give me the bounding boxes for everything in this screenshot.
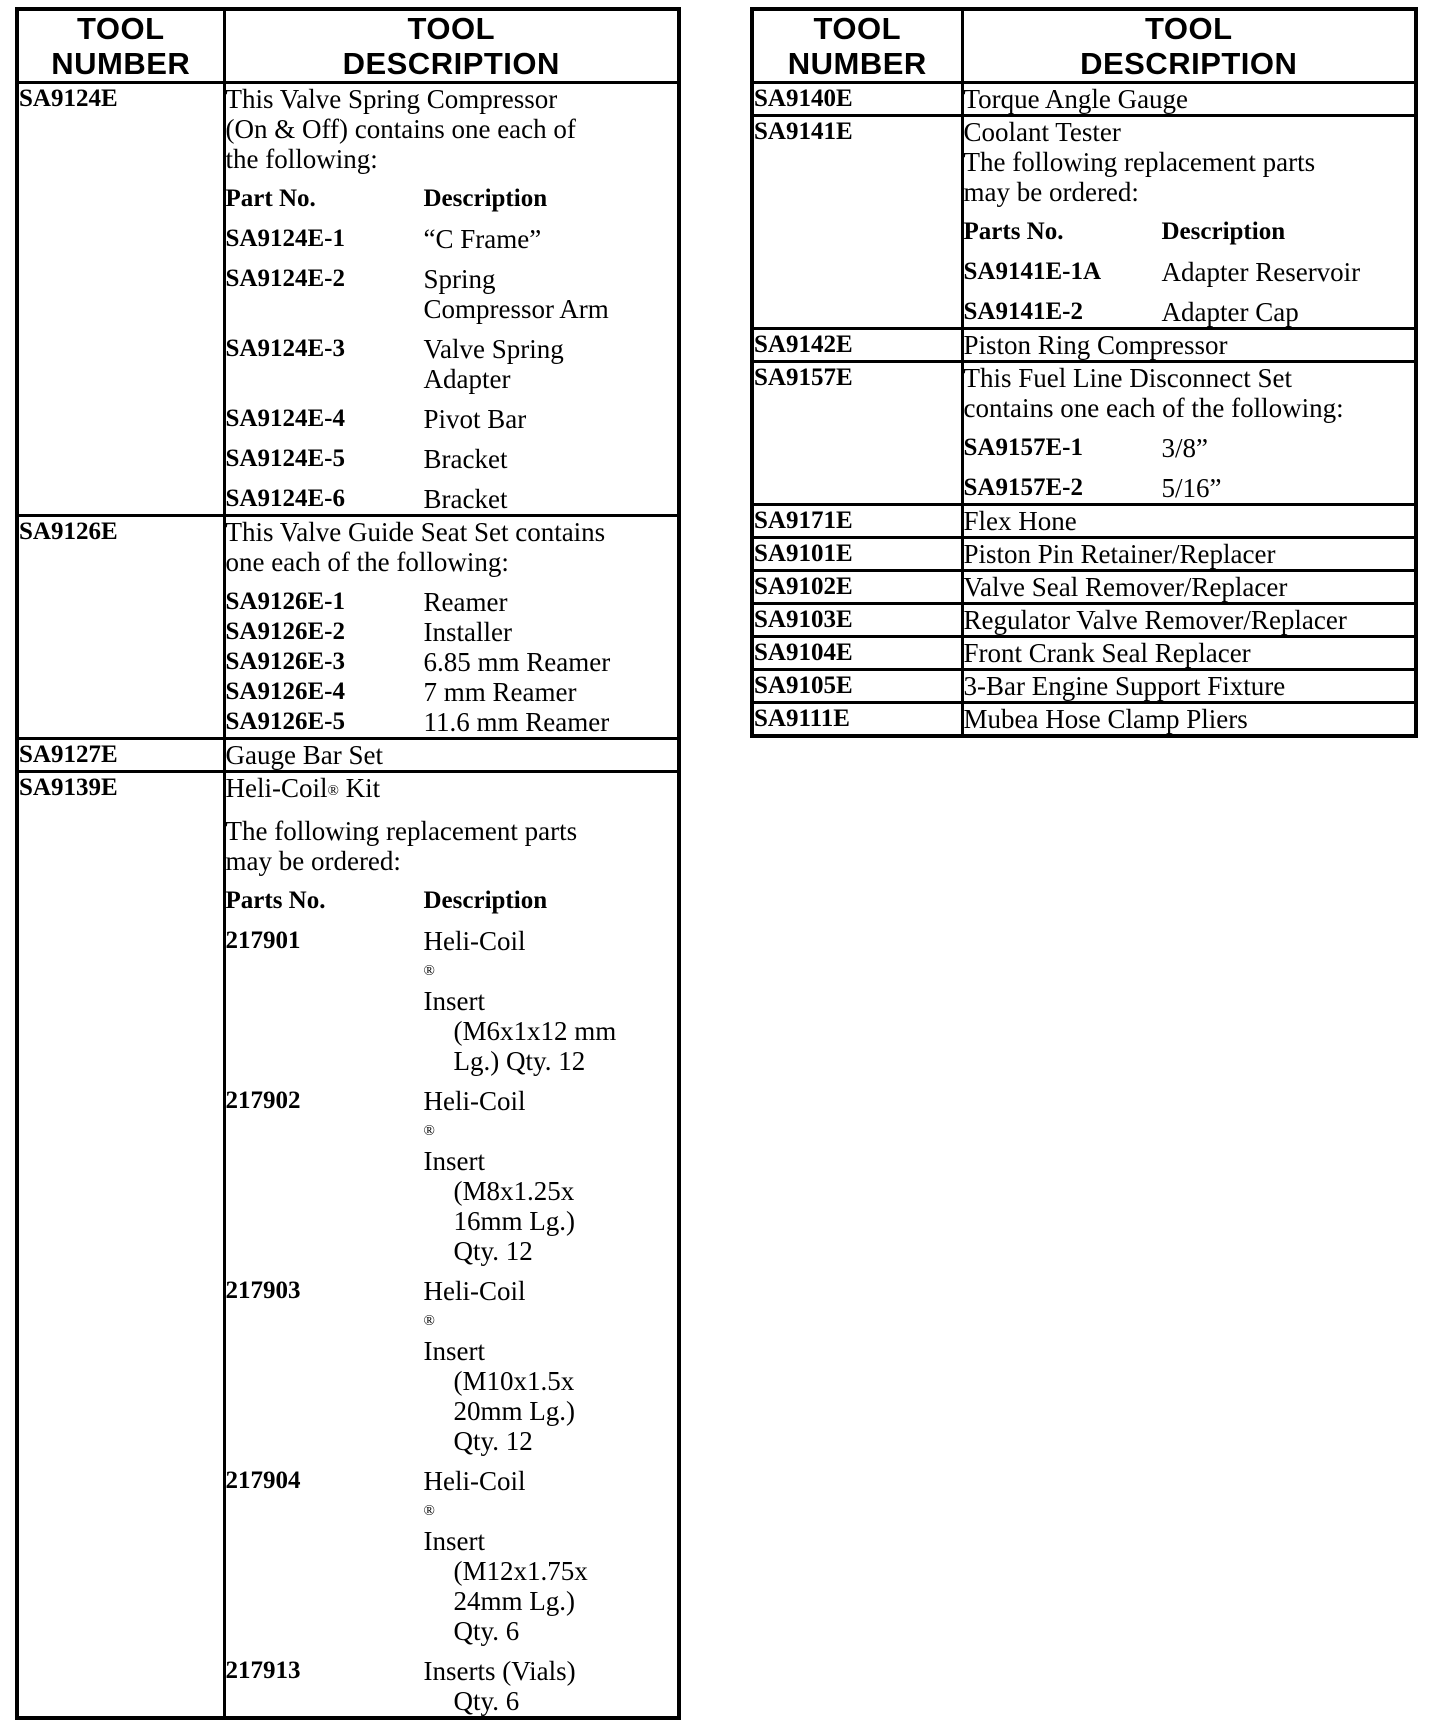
table-row — [752, 83, 1416, 116]
tool-description: Front Crank Seal Replacer — [962, 637, 1416, 670]
kit-title: Heli-Coil® Kit — [225, 773, 381, 803]
table-row — [752, 637, 1416, 670]
table-row — [752, 505, 1416, 538]
tool-description: Regulator Valve Remover/Replacer — [962, 604, 1416, 637]
part-item: SA9126E-5 11.6 mm Reamer — [225, 707, 610, 737]
part-item: SA9157E-1 3/8” — [963, 433, 1208, 463]
table-row — [752, 538, 1416, 571]
tool-description: This Valve Spring Compressor (On & Off) contains one each of the following: Part No. Description SA9124E-1 “C Frame” SA9124E-2 Spring Compressor Arm SA9124E-3 Valve Spring Adapter SA9124E-4 Pivot Bar SA9124E-5 Bracket SA9124E-6 Bracket — [224, 83, 679, 516]
tool-description: This Valve Guide Seat Set contains one each of the following: SA9126E-1 Reamer SA9126E-2 Installer SA9126E-3 6.85 mm Reamer SA9126E-4 7 mm Reamer SA9126E-5 11.6 mm Reamer — [224, 516, 679, 739]
parts-header: Parts No. Description — [225, 886, 548, 914]
tool-description: 3-Bar Engine Support Fixture — [962, 670, 1416, 703]
part-item: 217902 Heli-Coil ® Insert (M8x1.25x 16mm Lg.) Qty. 12 — [225, 1085, 575, 1266]
tool-number-header: TOOL NUMBER — [752, 9, 962, 83]
tool-number: SA9139E — [17, 772, 224, 1718]
part-item: 217903 Heli-Coil ® Insert (M10x1.5x 20mm Lg.) Qty. 12 — [225, 1275, 575, 1456]
tool-number: SA9124E — [17, 83, 224, 516]
tool-description: Piston Pin Retainer/Replacer — [962, 538, 1416, 571]
part-item: 217913 Inserts (Vials) Qty. 6 — [225, 1655, 576, 1716]
part-item: SA9124E-4 Pivot Bar — [225, 404, 527, 434]
tool-number: SA9171E — [752, 505, 962, 538]
tool-description: Mubea Hose Clamp Pliers — [962, 703, 1416, 737]
table-row — [17, 739, 679, 772]
left-tool-table — [15, 7, 681, 1720]
tool-number: SA9126E — [17, 516, 224, 739]
tool-description: Heli-Coil® Kit The following replacement parts may be ordered: Parts No. Description 217901 Heli-Coil ® Insert (M6x1x12 mm Lg.) Qty. 12 217902 Heli-Coil ® Insert (M8x1.25x 16mm Lg.) Qty. 12 217903 Heli-Coil ® Insert (M10x1.5x 20mm Lg.) Qty. 12 217904 Heli-Coil ® Insert (M12x1.75x 24mm Lg.) Qty. 6 217913 Inserts (Vials) Qty. 6 — [224, 772, 679, 1718]
parts-header: Part No. Description — [225, 185, 548, 212]
table-row — [17, 83, 679, 516]
tool-number: SA9111E — [752, 703, 962, 737]
part-item: SA9126E-3 6.85 mm Reamer — [225, 647, 611, 677]
header-row — [17, 9, 679, 83]
tool-number: SA9141E — [752, 116, 962, 329]
tool-description-header: TOOL DESCRIPTION — [224, 9, 679, 83]
tool-description: Flex Hone — [962, 505, 1416, 538]
tool-number: SA9142E — [752, 329, 962, 362]
header-row — [752, 9, 1416, 83]
table-row — [17, 516, 679, 739]
part-item: SA9124E-3 Valve Spring Adapter — [225, 334, 564, 394]
tool-description: Piston Ring Compressor — [962, 329, 1416, 362]
tool-number: SA9101E — [752, 538, 962, 571]
table-row — [752, 703, 1416, 737]
part-item: 217901 Heli-Coil ® Insert (M6x1x12 mm Lg.) Qty. 12 — [225, 925, 617, 1076]
tool-number: SA9105E — [752, 670, 962, 703]
part-item: SA9124E-6 Bracket — [225, 484, 508, 514]
tool-description-header: TOOL DESCRIPTION — [962, 9, 1416, 83]
tool-description: This Fuel Line Disconnect Set contains one each of the following: SA9157E-1 3/8” SA9157E-2 5/16” — [962, 362, 1416, 505]
tool-number: SA9127E — [17, 739, 224, 772]
table-row — [752, 116, 1416, 329]
table-row — [752, 670, 1416, 703]
tool-description: Coolant Tester The following replacement parts may be ordered: Parts No. Description SA9141E-1A Adapter Reservoir SA9141E-2 Adapter Cap — [962, 116, 1416, 329]
right-tool-table — [750, 7, 1418, 738]
tool-number: SA9140E — [752, 83, 962, 116]
tool-number-header: TOOL NUMBER — [17, 9, 224, 83]
part-item: SA9124E-1 “C Frame” — [225, 224, 542, 254]
part-item: SA9157E-2 5/16” — [963, 473, 1222, 503]
part-item: SA9141E-1A Adapter Reservoir — [963, 257, 1361, 287]
tool-number: SA9104E — [752, 637, 962, 670]
part-item: SA9126E-2 Installer — [225, 617, 512, 647]
table-row — [752, 604, 1416, 637]
part-item: SA9124E-5 Bracket — [225, 444, 508, 474]
part-item: 217904 Heli-Coil ® Insert (M12x1.75x 24mm Lg.) Qty. 6 — [225, 1465, 588, 1646]
part-item: SA9141E-2 Adapter Cap — [963, 297, 1299, 327]
part-item: SA9126E-4 7 mm Reamer — [225, 677, 577, 707]
parts-header: Parts No. Description — [963, 218, 1286, 245]
tool-number: SA9103E — [752, 604, 962, 637]
table-row — [752, 362, 1416, 505]
part-item: SA9126E-1 Reamer — [225, 587, 508, 617]
table-row — [752, 571, 1416, 604]
tool-description: Gauge Bar Set — [224, 739, 679, 772]
table-row — [17, 772, 679, 1718]
part-item: SA9124E-2 Spring Compressor Arm — [225, 264, 609, 324]
tool-description: Torque Angle Gauge — [962, 83, 1416, 116]
table-row — [752, 329, 1416, 362]
tool-description: Valve Seal Remover/Replacer — [962, 571, 1416, 604]
tool-number: SA9157E — [752, 362, 962, 505]
tool-number: SA9102E — [752, 571, 962, 604]
